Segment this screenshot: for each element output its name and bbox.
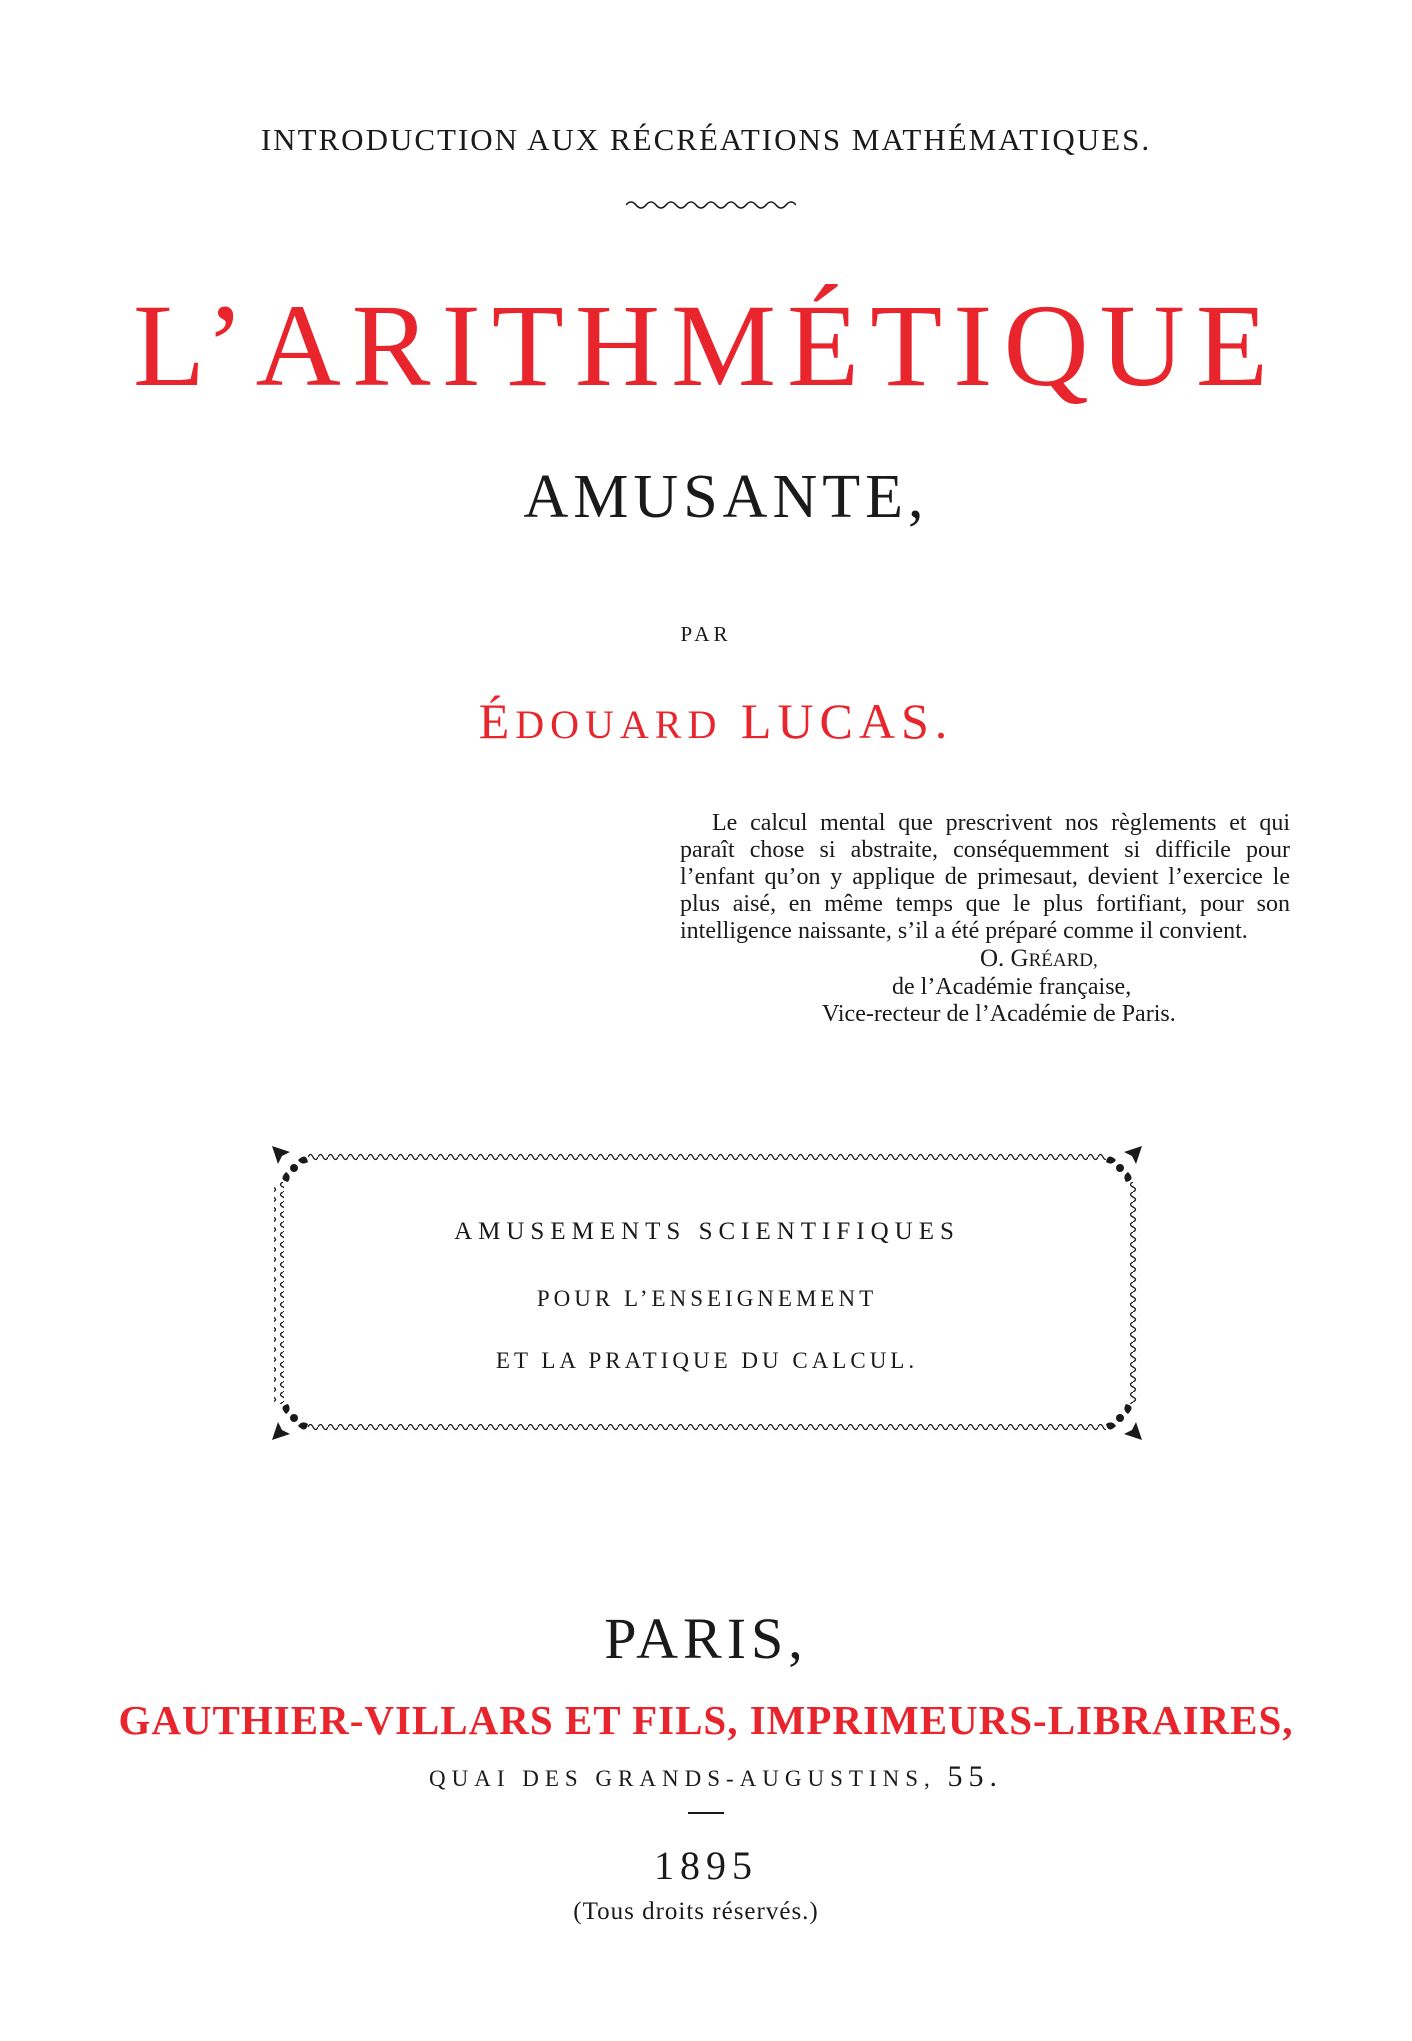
- corner-ornament-icon: [272, 1404, 308, 1440]
- corner-ornament-icon: [1106, 1146, 1142, 1182]
- imprint-year: 1895: [654, 1843, 758, 1888]
- frame-line-2: POUR L’ENSEIGNEMENT: [536, 1286, 878, 1311]
- wavy-divider: [626, 198, 796, 212]
- author-name: [10, 692, 1412, 750]
- rights-notice: (Tous droits réservés.): [573, 1898, 819, 1925]
- attribution-affiliation-1: de l’Académie française,: [892, 974, 1132, 1000]
- attribution-affiliation-2: Vice-recteur de l’Académie de Paris.: [822, 1001, 1176, 1027]
- author-last-name: LUCAS.: [740, 693, 954, 749]
- frame-line-3: ET LA PRATIQUE DU CALCUL.: [495, 1348, 919, 1373]
- address-street: QUAI DES GRANDS-AUGUSTINS,: [428, 1766, 936, 1791]
- imprint-address: [10, 1760, 1412, 1794]
- book-title: L’ARITHMÉTIQUE: [133, 280, 1279, 411]
- short-rule-divider: [688, 1812, 724, 1814]
- by-label: PAR: [680, 622, 732, 646]
- epigraph-attribution: [680, 945, 1290, 974]
- author-initial: É: [478, 693, 516, 749]
- address-number: 55.: [947, 1760, 1003, 1793]
- series-title: INTRODUCTION AUX RÉCRÉATIONS MATHÉMATIQUES.: [260, 122, 1152, 157]
- epigraph: [680, 810, 1290, 1028]
- frame-line-1: AMUSEMENTS SCIENTIFIQUES: [454, 1218, 960, 1245]
- imprint-city: PARIS,: [604, 1606, 808, 1671]
- book-subtitle: AMUSANTE,: [523, 463, 929, 531]
- author-first-name: DOUARD: [515, 702, 723, 747]
- attribution-initials: O. G: [980, 945, 1029, 972]
- epigraph-text: Le calcul mental que prescrivent nos règlements et qui paraît chose si abstraite, conséquemment si difficile pour l’enfant qu’on y applique de primesaut, devient l’exercice le plus aisé, en même temps que le plus fortifiant, pour son intelligence naissante, s’il a été préparé comme il convient.: [680, 810, 1290, 944]
- corner-ornament-icon: [1106, 1404, 1142, 1440]
- corner-ornament-icon: [272, 1146, 308, 1182]
- attribution-rest: RÉARD,: [1028, 950, 1098, 971]
- imprint-publisher: GAUTHIER-VILLARS ET FILS, IMPRIMEURS-LIBRAIRES,: [118, 1697, 1294, 1743]
